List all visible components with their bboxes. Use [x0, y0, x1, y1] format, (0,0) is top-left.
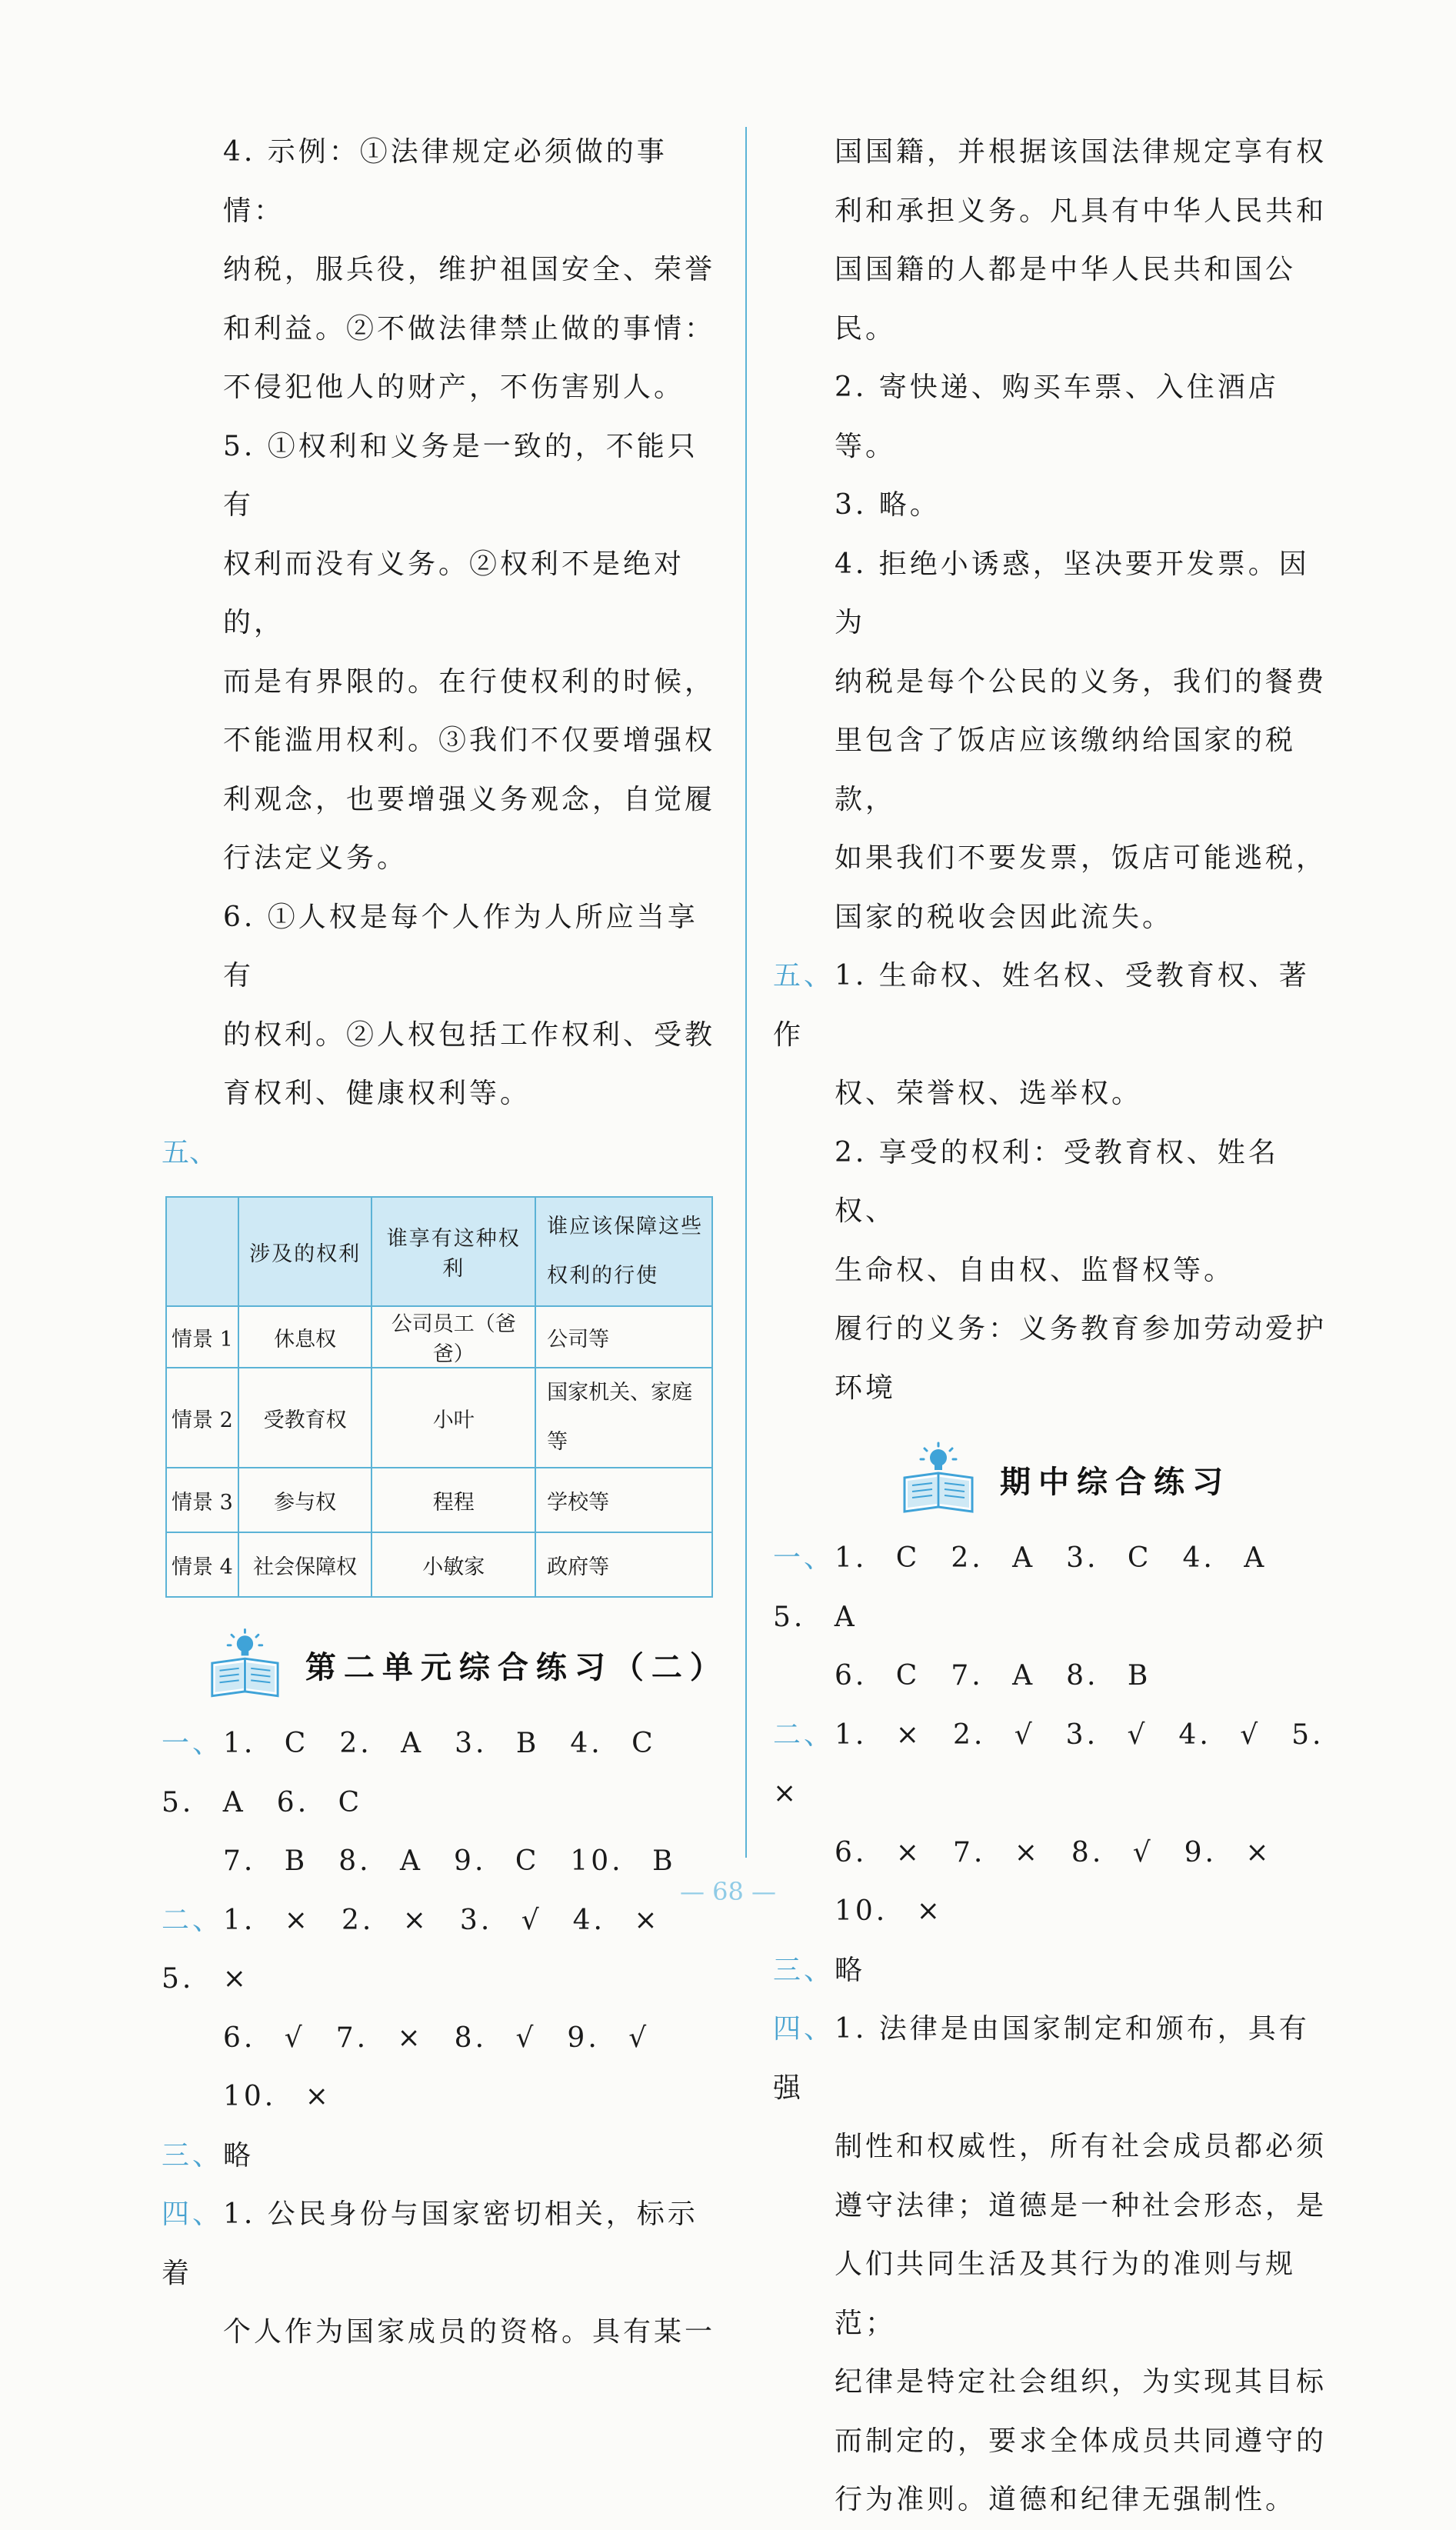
table-header-row	[166, 1197, 712, 1306]
table-row: 情景 1 休息权 公司员工（爸爸） 公司等	[166, 1306, 712, 1368]
section-marker-1: 一、	[773, 1542, 835, 1574]
right-column	[773, 123, 1327, 2530]
section-title: 期中综合练习	[1000, 1464, 1231, 1500]
continued-answer: 国国籍，并根据该国法律规定享有权 利和承担义务。凡具有中华人民共和 国国籍的人都是中华人民共和国公民。	[835, 136, 1328, 345]
answer-item-2: 2. 寄快递、购买车票、入住酒店等。	[835, 372, 1279, 462]
table-header-cell: 谁应该保障这些权利的行使	[535, 1197, 712, 1306]
answer-item-6: 6. ①人权是每个人作为人所应当享有 的权利。②人权包括工作权利、受教 育权利、健康权利等。	[223, 901, 716, 1109]
table-header-cell: 涉及的权利	[238, 1197, 372, 1306]
page-number: — 68 —	[679, 1877, 777, 1906]
unit-review-heading	[208, 1615, 728, 1715]
table-row: 情景 3 参与权 程程 学校等	[166, 1468, 712, 1532]
answer-item-4: 4. 拒绝小诱惑，坚决要开发票。因为 纳税是每个公民的义务，我们的餐费 里包含了饭店应该缴纳给国家的税款， 如果我们不要发票，饭店可能逃税， 国家的税收会因此流失。	[835, 548, 1328, 933]
table-header-cell	[166, 1197, 238, 1306]
section-marker-2: 二、	[162, 1904, 224, 1936]
section-marker-3: 三、	[773, 1954, 835, 1986]
unit-answers: 一、1. C 2. A 3. B 4. C 5. A 6. C 7. B 8. A 9. C 10. B 二、1. × 2. × 3. √ 4. × 5. × 6. √ 7. × 8. √ 9. √ 10. × 三、略 四、1. 公民身份与国家密切相关，标示着 个人作为国家成员的资格。具有某一	[162, 1715, 715, 2362]
midterm-heading	[900, 1429, 1327, 1529]
table-row: 情景 2 受教育权 小叶 国家机关、家庭等	[166, 1368, 712, 1468]
section-marker-4: 四、	[162, 2198, 224, 2230]
section-marker-3: 三、	[162, 2139, 224, 2172]
answer-item-5: 5. ①权利和义务是一致的，不能只有 权利而没有义务。②权利不是绝对的， 而是有界限的。在行使权利的时候， 不能滥用权利。③我们不仅要增强权 利观念，也要增强义务观念，自觉履 行法定义务。	[223, 430, 716, 874]
column-divider	[745, 127, 747, 1858]
section-5-answers: 五、1. 生命权、姓名权、受教育权、著作 权、荣誉权、选举权。 2. 享受的权利：受教育权、姓名权、 生命权、自由权、监督权等。 履行的义务：义务教育参加劳动爱护 环境	[773, 947, 1327, 1418]
section-marker-5: 五、	[162, 1136, 218, 1168]
section-marker-2: 二、	[773, 1718, 835, 1751]
section-marker-4: 四、	[773, 2013, 835, 2045]
table-row: 情景 4 社会保障权 小敏家 政府等	[166, 1532, 712, 1597]
lightbulb-book-icon	[208, 1626, 282, 1703]
answer-item-3: 3. 略。	[835, 489, 941, 521]
lightbulb-book-icon	[900, 1441, 977, 1518]
section-marker-5: 五、	[773, 960, 835, 992]
section-title: 第二单元综合练习（二）	[305, 1649, 728, 1685]
section-marker-1: 一、	[162, 1728, 224, 1759]
answer-item-4: 4. 示例：①法律规定必须做的事情： 纳税，服兵役，维护祖国安全、荣誉 和利益。②不做法律禁止做的事情： 不侵犯他人的财产，不伤害别人。	[223, 136, 716, 403]
table-header-cell: 谁享有这种权利	[371, 1197, 535, 1306]
rights-table	[165, 1196, 713, 1598]
midterm-answers: 一、1. C 2. A 3. C 4. A 5. A 6. C 7. A 8. B 二、1. × 2. √ 3. √ 4. √ 5. × 6. × 7. × 8. √ 9. × 10. × 三、略 四、1. 法律是由国家制定和颁布，具有强 制性和权威性，所有社会成员都必须 遵守法律；道德是一种社会形态，是 人们共同生活及其行为的准则与规范； 纪律是特定社会组织，为实现其目标 而制定的，要求全体成员共同遵守的 行为准则。道德和纪律无强制性。	[773, 1529, 1327, 2530]
